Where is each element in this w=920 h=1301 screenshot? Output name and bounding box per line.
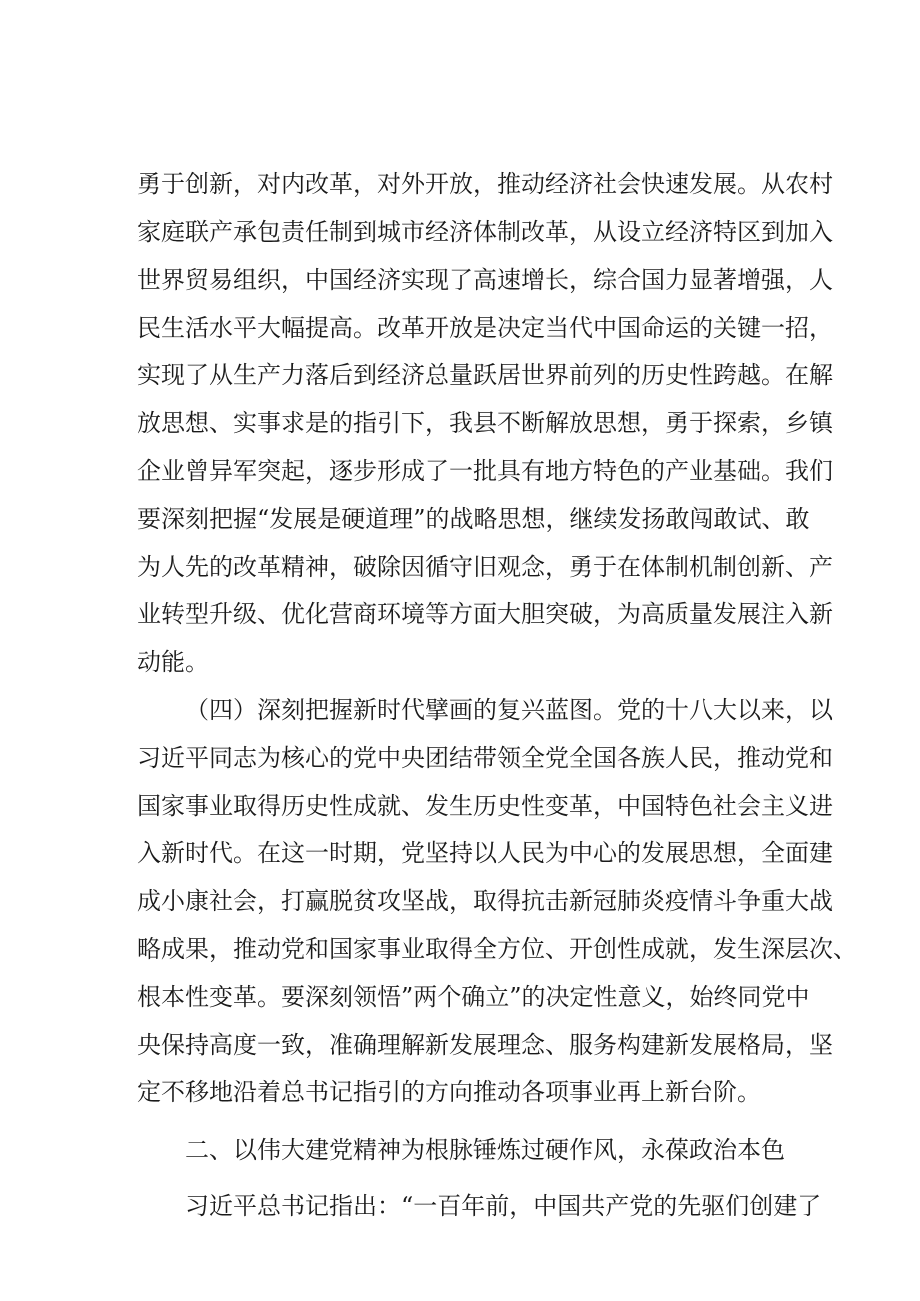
text-line: 企业曾异军突起，逐步形成了一批具有地方特色的产业基础。我们 bbox=[137, 457, 833, 485]
text-line: 世界贸易组织，中国经济实现了高速增长，综合国力显著增强，人 bbox=[137, 266, 833, 294]
text-line: 勇于创新，对内改革，对外开放，推动经济社会快速发展。从农村 bbox=[137, 170, 833, 198]
text-line: 习近平同志为核心的党中央团结带领全党全国各族人民，推动党和 bbox=[137, 744, 833, 772]
text-line: 放思想、实事求是的指引下，我县不断解放思想，勇于探索，乡镇 bbox=[137, 409, 833, 437]
text-line: 习近平总书记指出：“一百年前，中国共产党的先驱们创建了 bbox=[185, 1192, 822, 1220]
text-line: 成小康社会，打赢脱贫攻坚战，取得抗击新冠肺炎疫情斗争重大战 bbox=[137, 887, 833, 915]
text-line: 动能。 bbox=[137, 648, 209, 676]
text-line: 入新时代。在这一时期，党坚持以人民为中心的发展思想，全面建 bbox=[137, 839, 833, 867]
text-line: 定不移地沿着总书记指引的方向推动各项事业再上新台阶。 bbox=[137, 1078, 761, 1106]
section-four-heading-line: （四）深刻把握新时代擘画的复兴蓝图。党的十八大以来，以 bbox=[185, 696, 833, 724]
section-two-heading: 二、以伟大建党精神为根脉锤炼过硬作风，永葆政治本色 bbox=[185, 1136, 785, 1164]
text-line: 央保持高度一致，准确理解新发展理念、服务构建新发展格局，坚 bbox=[137, 1031, 833, 1059]
text-line: 略成果，推动党和国家事业取得全方位、开创性成就，发生深层次、 bbox=[137, 935, 857, 963]
text-line: 国家事业取得历史性成就、发生历史性变革，中国特色社会主义进 bbox=[137, 792, 833, 820]
text-line: 家庭联产承包责任制到城市经济体制改革，从设立经济特区到加入 bbox=[137, 218, 833, 246]
text-line: 为人先的改革精神，破除因循守旧观念，勇于在体制机制创新、产 bbox=[137, 553, 833, 581]
text-line: 民生活水平大幅提高。改革开放是决定当代中国命运的关键一招， bbox=[137, 314, 833, 342]
text-line: 根本性变革。要深刻领悟”两个确立”的决定性意义，始终同党中 bbox=[137, 983, 810, 1011]
text-line: 要深刻把握“发展是硬道理”的战略思想，继续发扬敢闯敢试、敢 bbox=[137, 505, 810, 533]
text-line: 实现了从生产力落后到经济总量跃居世界前列的历史性跨越。在解 bbox=[137, 361, 833, 389]
text-line: 业转型升级、优化营商环境等方面大胆突破，为高质量发展注入新 bbox=[137, 600, 833, 628]
